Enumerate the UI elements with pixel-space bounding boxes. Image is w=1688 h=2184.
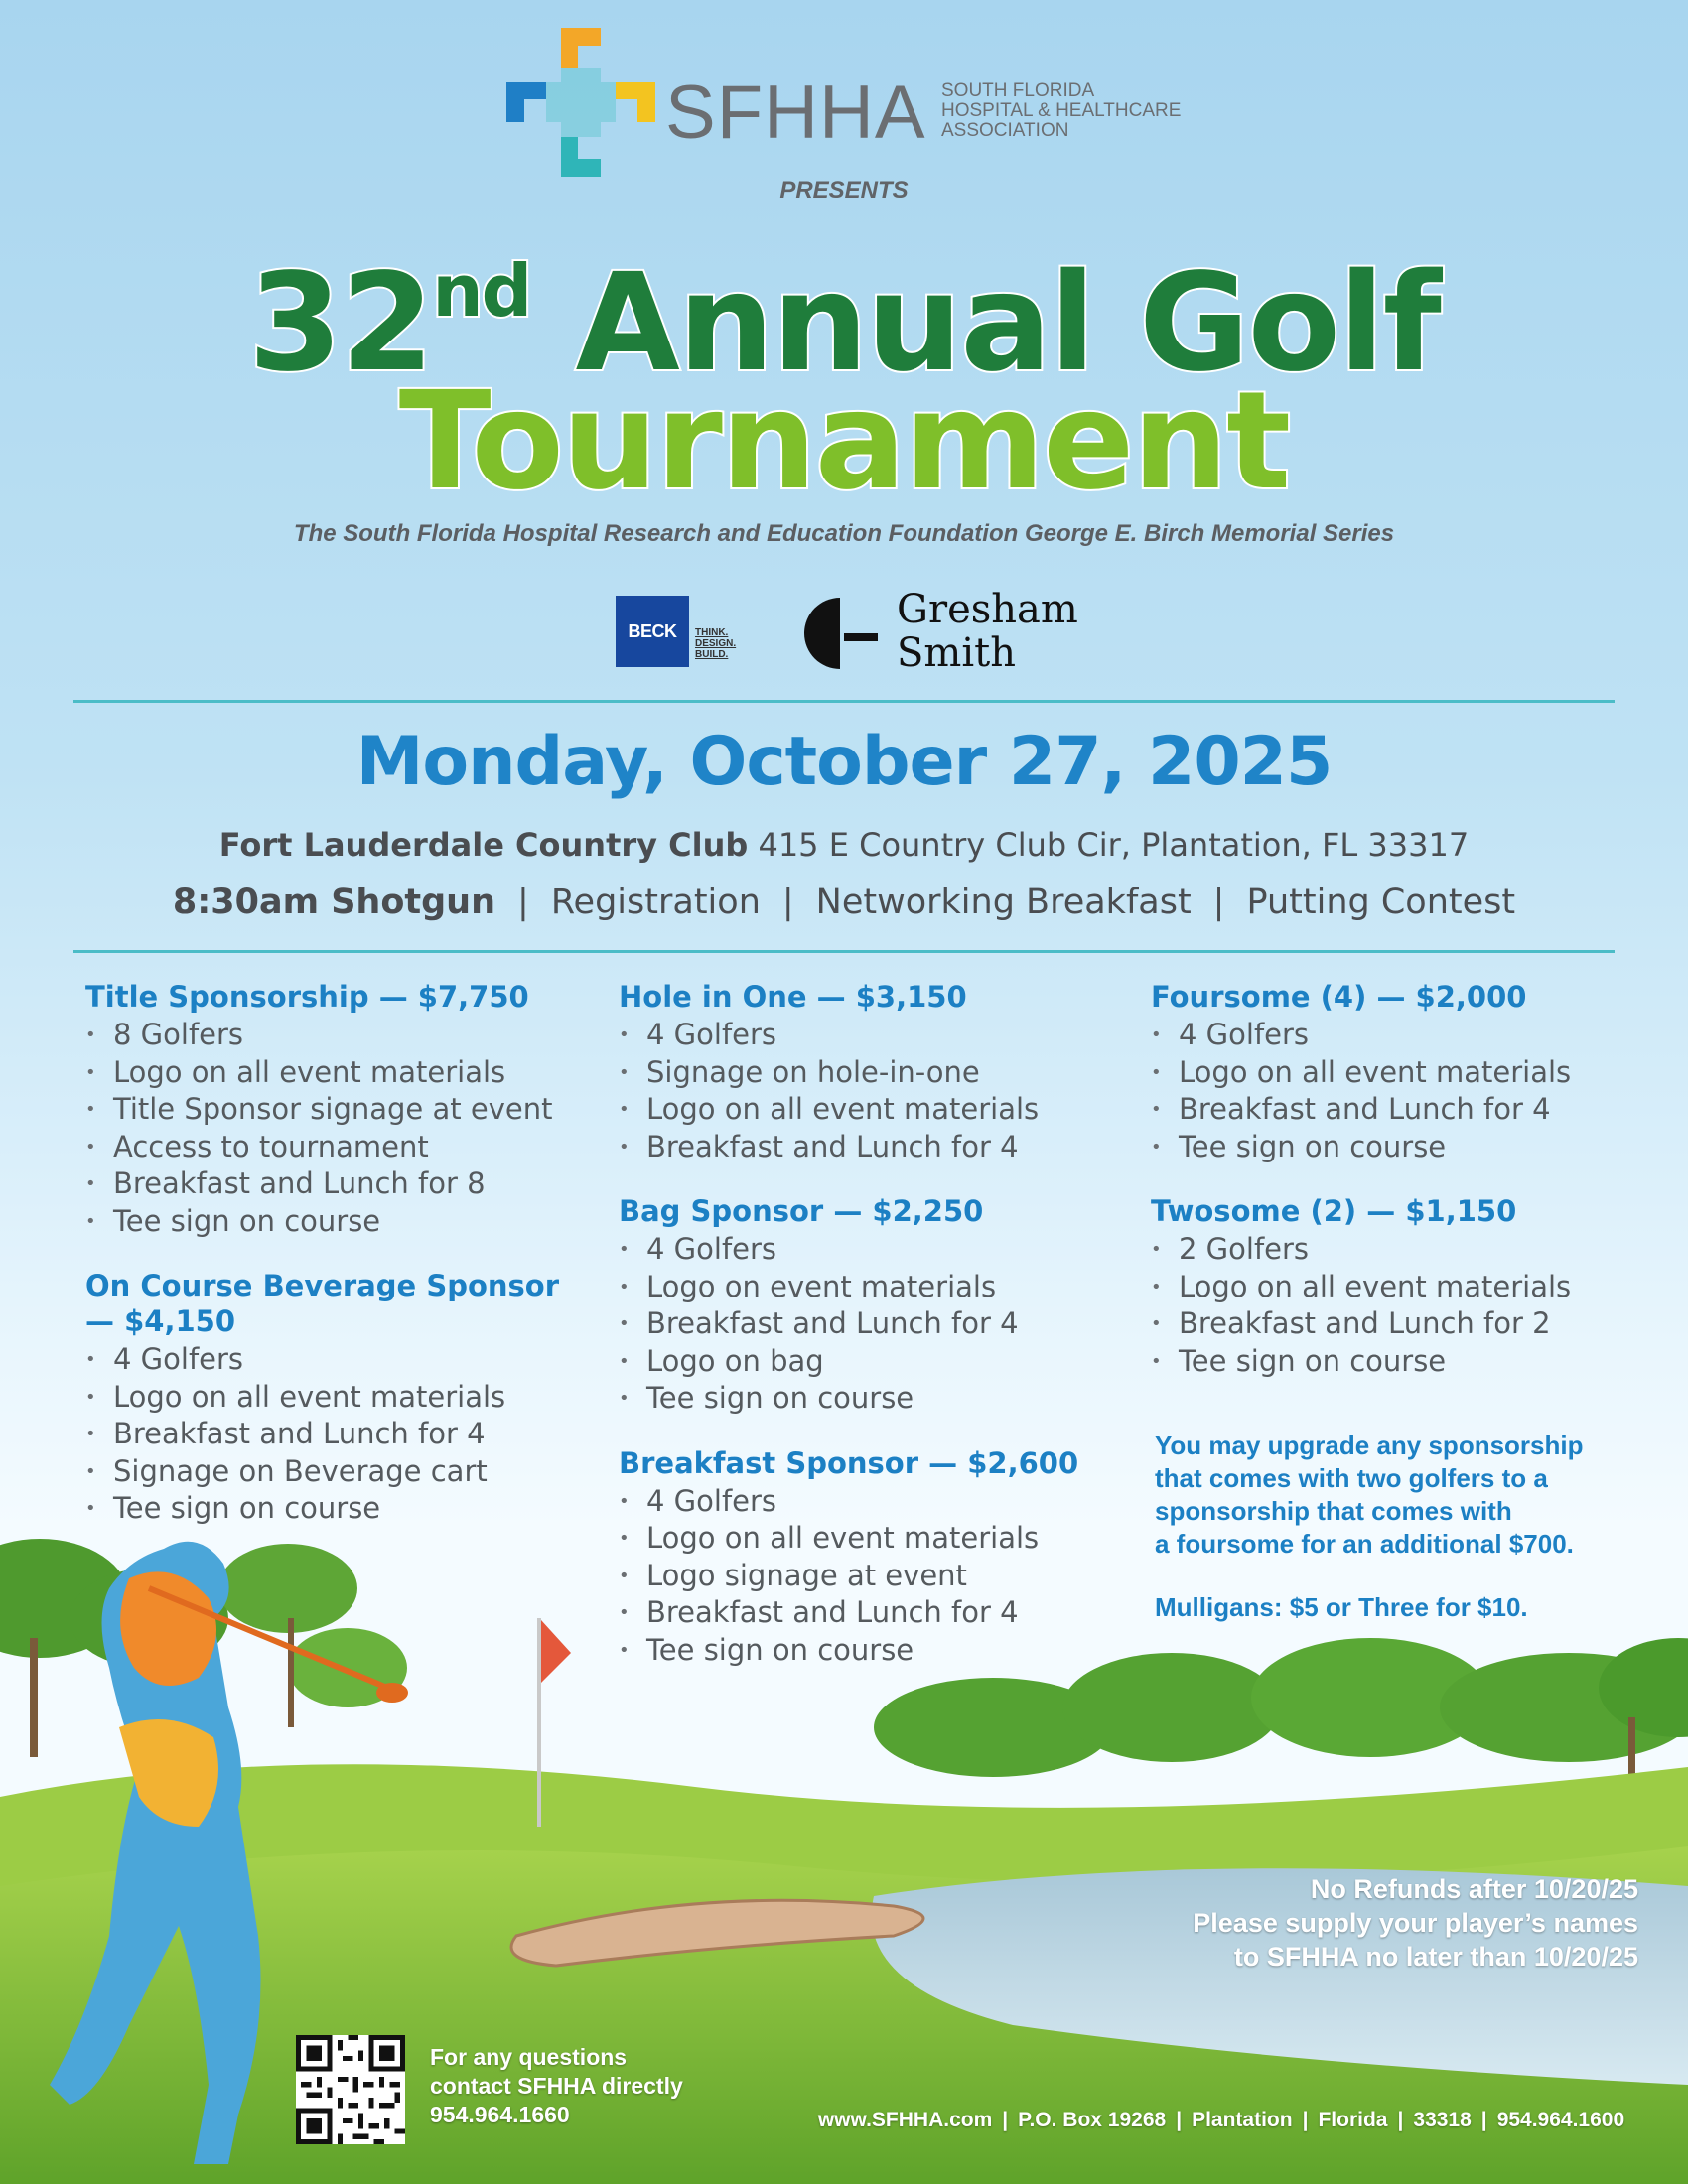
subtitle: The South Florida Hospital Research and Education Foundation George E. Birch Memorial Series [293,520,1395,547]
gresham-mark-icon [802,596,878,671]
schedule-item-registration: Registration [550,883,761,922]
package-item: • Tee sign on course [619,1380,1135,1418]
package-item: • Tee sign on course [85,1490,602,1528]
package-item: • Logo on event materials [619,1269,1135,1306]
package-item: • Logo on all event materials [619,1091,1135,1129]
title-line-1-text: Annual Golf [575,245,1440,402]
upgrade-note: You may upgrade any sponsorship that comes with two golfers to a sponsorship that comes with a foursome for an additional $700. [1155,1431,1584,1559]
package-item: • Breakfast and Lunch for 4 [619,1129,1135,1166]
schedule-item-putting: Putting Contest [1246,883,1516,922]
qr-code-icon[interactable] [296,2035,405,2144]
logo-wordmark: SFHHA [665,70,926,155]
package-item: • Tee sign on course [1151,1129,1667,1166]
contact-note: For any questions contact SFHHA directly 954.964.1660 [430,2043,768,2129]
package-item: • Logo on bag [619,1343,1135,1381]
sponsorship-column-1 [85,979,602,1556]
beck-logo [616,596,745,667]
package-twosome [1151,1193,1667,1380]
footer-phone[interactable]: 954.964.1600 [1496,2109,1625,2131]
gresham-smith-wordmark: Gresham Smith [897,587,1078,676]
schedule-item-shotgun: 8:30am Shotgun [172,883,496,922]
package-title-sponsorship [85,979,602,1240]
mulligans-note: Mulligans: $5 or Three for $10. [1155,1592,1528,1622]
package-item: • Breakfast and Lunch for 4 [85,1416,602,1453]
package-item: • Breakfast and Lunch for 4 [1151,1091,1667,1129]
package-item: • Signage on hole-in-one [619,1054,1135,1092]
schedule-separator: | [517,883,529,922]
schedule-line [0,883,1688,922]
event-date: Monday, October 27, 2025 [355,723,1333,801]
package-item: • 8 Golfers [85,1017,602,1054]
footer-website-link[interactable]: www.SFHHA.com [817,2109,993,2131]
package-item: • Tee sign on course [85,1203,602,1241]
package-item: • 4 Golfers [85,1341,602,1379]
footer-city: Plantation [1192,2109,1293,2131]
refund-note: No Refunds after 10/20/25 Please supply your player’s names to SFHHA no later than 10/20/25 [1193,1874,1638,1972]
package-hole-in-one [619,979,1135,1165]
package-title: Hole in One — $3,150 [619,980,967,1014]
package-foursome [1151,979,1667,1165]
gresham-smith-logo [802,588,1100,677]
package-item: • Breakfast and Lunch for 8 [85,1165,602,1203]
divider-bottom [73,950,1615,953]
package-item: • 4 Golfers [619,1017,1135,1054]
package-item: • Logo on all event materials [619,1520,1135,1558]
venue-address: 415 E Country Club Cir, Plantation, FL 33317 [758,826,1470,864]
package-item: • Logo on all event materials [1151,1054,1667,1092]
package-item: • Breakfast and Lunch for 2 [1151,1305,1667,1343]
presents-label: PRESENTS [779,177,909,204]
package-title: Bag Sponsor — $2,250 [619,1194,984,1228]
schedule-separator: | [781,883,794,922]
package-title: Breakfast Sponsor — $2,600 [619,1445,1079,1480]
divider-top [73,700,1615,703]
package-item: • Access to tournament [85,1129,602,1166]
package-item: • Breakfast and Lunch for 4 [619,1305,1135,1343]
sfhha-logo [506,28,1201,177]
package-item: • Tee sign on course [619,1632,1135,1670]
package-bag-sponsor [619,1193,1135,1418]
package-item: • 4 Golfers [1151,1017,1667,1054]
package-title: Twosome (2) — $1,150 [1151,1194,1517,1228]
package-item: • Logo signage at event [619,1558,1135,1595]
package-breakfast-sponsor [619,1445,1135,1670]
package-item: • Title Sponsor signage at event [85,1091,602,1129]
package-item: • Logo on all event materials [85,1054,602,1092]
schedule-separator: | [1212,883,1225,922]
footer-state: Florida [1318,2109,1388,2131]
title-ordinal: nd [432,249,531,333]
contact-phone[interactable]: 954.964.1660 [430,2102,570,2127]
package-beverage-sponsor [85,1268,602,1528]
sfhha-cross-icon [506,28,655,177]
schedule-item-breakfast: Networking Breakfast [815,883,1192,922]
package-item: • Breakfast and Lunch for 4 [619,1594,1135,1632]
package-item: • 4 Golfers [619,1231,1135,1269]
sponsorship-column-3 [1151,979,1667,1408]
footer-zip: 33318 [1413,2109,1472,2131]
package-item: • Signage on Beverage cart [85,1453,602,1491]
package-item: • 4 Golfers [619,1483,1135,1521]
package-title: Foursome (4) — $2,000 [1151,980,1527,1014]
package-item: • Logo on all event materials [1151,1269,1667,1306]
package-item: • Tee sign on course [1151,1343,1667,1381]
title-line-2: Tournament [398,363,1290,520]
venue-name: Fort Lauderdale Country Club [218,826,749,864]
package-item: • 2 Golfers [1151,1231,1667,1269]
logo-full-name: SOUTH FLORIDA HOSPITAL & HEALTHCARE ASSOCIATION [941,80,1182,141]
title-number: 32 [248,245,433,402]
package-title: Title Sponsorship — $7,750 [85,980,529,1014]
beck-tagline: THINK. DESIGN. BUILD. [695,627,737,660]
sponsorship-column-2 [619,979,1135,1697]
package-item: • Logo on all event materials [85,1379,602,1417]
package-title: On Course Beverage Sponsor — $4,150 [85,1269,560,1338]
venue-line [0,826,1688,864]
footer-contact-line: www.SFHHA.com | P.O. Box 19268 | Plantation | Florida | 33318 | 954.964.1600 [817,2109,1625,2131]
footer-po-box: P.O. Box 19268 [1018,2109,1167,2131]
beck-wordmark: BECK [616,596,689,667]
